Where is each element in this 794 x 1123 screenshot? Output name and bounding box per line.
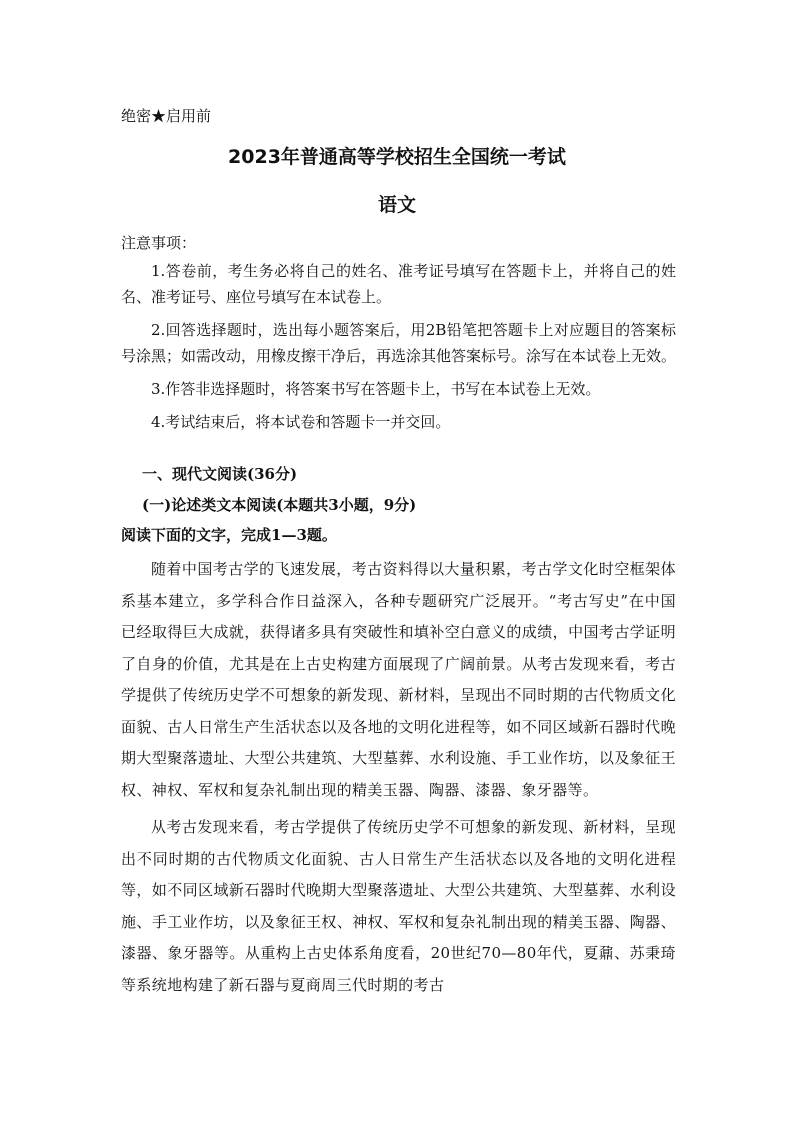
passage-paragraph: 随着中国考古学的飞速发展，考古资料得以大量积累，考古学文化时空框架体系基本建立，多学科合作日益深入，各种专题研究广泛展开。“考古写史”在中国已经取得巨大成就，获得诸多具有突破性和填补空白意义的成绩，中国考古学证明了自身的价值，尤其是在上古史构建方面展现了广阔前景。从考古发现来看，考古学提供了传统历史学不可想象的新发现、新材料，呈现出不同时期的古代物质文化面貌、古人日常生产生活状态以及各地的文明化进程等，如不同区域新石器时代晚期大型聚落遗址、大型公共建筑、大型墓葬、水利设施、手工业作坊，以及象征王权、神权、军权和复杂礼制出现的精美玉器、陶器、漆器、象牙器等。 — [121, 560, 676, 799]
reading-passage — [121, 554, 676, 1007]
exam-title: 2023年普通高等学校招生全国统一考试 — [228, 146, 566, 168]
section-heading: 一、现代文阅读(36分) — [142, 465, 298, 483]
notice-list — [121, 258, 676, 442]
notice-heading: 注意事项： — [121, 234, 197, 252]
subject-title: 语文 — [377, 194, 416, 216]
subsection-heading: (一)论述类文本阅读(本题共3小题，9分) — [142, 496, 417, 514]
notice-item: 4.考试结束后，将本试卷和答题卡一并交回。 — [151, 413, 451, 431]
confidential-label: 绝密★启用前 — [121, 107, 212, 125]
passage-paragraph: 从考古发现来看，考古学提供了传统历史学不可想象的新发现、新材料，呈现出不同时期的古代物质文化面貌、古人日常生产生活状态以及各地的文明化进程等，如不同区域新石器时代晚期大型聚落遗址、大型公共建筑、大型墓葬、水利设施、手工业作坊，以及象征王权、神权、军权和复杂礼制出现的精美玉器、陶器、漆器、象牙器等。从重构上古史体系角度看，20世纪70—80年代，夏鼐、苏秉琦等系统地构建了新石器与夏商周三代时期的考古 — [121, 818, 676, 994]
notice-item: 3.作答非选择题时，将答案书写在答题卡上，书写在本试卷上无效。 — [151, 380, 601, 398]
notice-item: 1.答卷前，考生务必将自己的姓名、准考证号填写在答题卡上，并将自己的姓名、准考证号、座位号填写在本试卷上。 — [121, 262, 676, 306]
notice-item: 2.回答选择题时，选出每小题答案后，用2B铅笔把答题卡上对应题目的答案标号涂黑；如需改动，用橡皮擦干净后，再选涂其他答案标号。涂写在本试卷上无效。 — [121, 321, 677, 365]
reading-instruction: 阅读下面的文字，完成1—3题。 — [121, 526, 337, 544]
